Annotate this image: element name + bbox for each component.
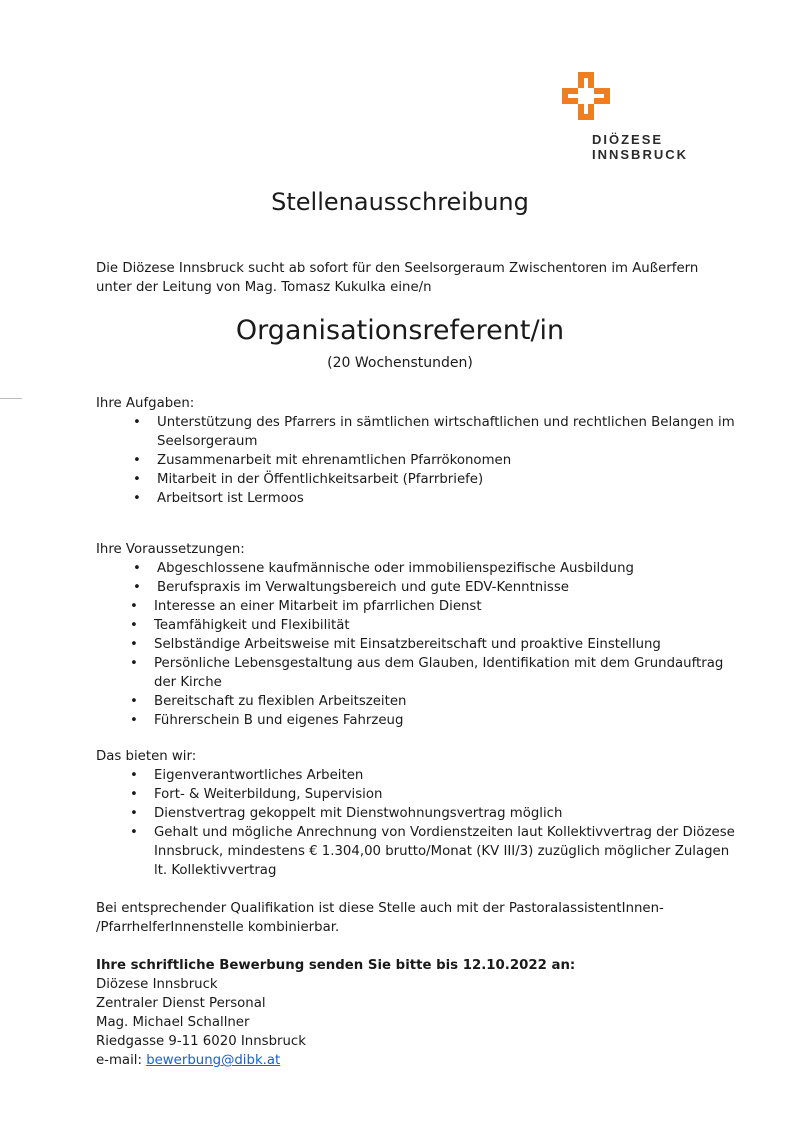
list-item: • Abgeschlossene kaufmännische oder immobilienspezifische Ausbildung: [96, 559, 736, 578]
list-item: • Selbständige Arbeitsweise mit Einsatzbereitschaft und proaktive Einstellung: [96, 635, 736, 654]
list-item: • Mitarbeit in der Öffentlichkeitsarbeit (Pfarrbriefe): [96, 470, 736, 489]
qualifikation-paragraph: [96, 899, 736, 937]
list-item: • Führerschein B und eigenes Fahrzeug: [96, 711, 736, 730]
logo-line-1: DIÖZESE: [592, 132, 664, 147]
diocese-logo: [560, 72, 690, 162]
voraussetzungen-list-cont: [96, 597, 736, 730]
voraussetzungen-heading: Ihre Voraussetzungen:: [96, 542, 245, 557]
voraussetzungen-list: [96, 559, 736, 597]
list-item: • Teamfähigkeit und Flexibilität: [96, 616, 736, 635]
aufgaben-list: [96, 413, 736, 508]
bewerbung-address: Riedgasse 9-11 6020 Innsbruck: [96, 1034, 306, 1049]
angebot-list: [96, 766, 736, 880]
list-item: • Interesse an einer Mitarbeit im pfarrlichen Dienst: [96, 597, 736, 616]
list-item: • Eigenverantwortliches Arbeiten: [96, 766, 736, 785]
bewerbung-block: [96, 956, 736, 1070]
angebot-section: [96, 747, 736, 880]
voraussetzungen-section: [96, 540, 736, 730]
aufgaben-section: [96, 394, 736, 508]
bewerbung-email-line: [96, 1051, 736, 1070]
bewerbung-person: Mag. Michael Schallner: [96, 1015, 250, 1030]
margin-mark: [0, 398, 22, 399]
email-link[interactable]: bewerbung@dibk.at: [146, 1053, 281, 1068]
aufgaben-heading: Ihre Aufgaben:: [96, 396, 195, 411]
intro-line-1: Die Diözese Innsbruck sucht ab sofort für den Seelsorgeraum Zwischentoren im Außerfern: [96, 261, 699, 276]
list-item: • Gehalt und mögliche Anrechnung von Vordienstzeiten laut Kollektivvertrag der Diözese Innsbruck, mindestens € 1.304,00 brutto/Monat (KV III/3) zuzüglich möglicher Zulagen lt. Kollektivvertrag: [96, 823, 736, 880]
intro-line-2: unter der Leitung von Mag. Tomasz Kukulka eine/n: [96, 280, 432, 295]
list-item: • Arbeitsort ist Lermoos: [96, 489, 736, 508]
list-item: • Persönliche Lebensgestaltung aus dem Glauben, Identifikation mit dem Grundauftrag der Kirche: [96, 654, 736, 692]
logo-line-2: INNSBRUCK: [592, 147, 688, 162]
list-item: • Unterstützung des Pfarrers in sämtlichen wirtschaftlichen und rechtlichen Belangen im Seelsorgeraum: [96, 413, 736, 451]
angebot-heading: Das bieten wir:: [96, 749, 197, 764]
list-item: • Berufspraxis im Verwaltungsbereich und gute EDV-Kenntnisse: [96, 578, 736, 597]
list-item: • Fort- & Weiterbildung, Supervision: [96, 785, 736, 804]
list-item: • Bereitschaft zu flexiblen Arbeitszeiten: [96, 692, 736, 711]
list-item: • Zusammenarbeit mit ehrenamtlichen Pfarrökonomen: [96, 451, 736, 470]
position-title: Organisationsreferent/in: [235, 315, 565, 346]
email-label: e-mail:: [96, 1053, 147, 1068]
cross-logo-icon: [562, 72, 610, 120]
qualifikation-line-1: Bei entsprechender Qualifikation ist diese Stelle auch mit der PastoralassistentInnen-: [96, 901, 664, 916]
position-hours: (20 Wochenstunden): [327, 355, 473, 371]
bewerbung-org: Diözese Innsbruck: [96, 977, 218, 992]
intro-paragraph: [96, 259, 736, 297]
list-item: • Dienstvertrag gekoppelt mit Dienstwohnungsvertrag möglich: [96, 804, 736, 823]
page-title: Stellenausschreibung: [271, 188, 529, 216]
bewerbung-heading: Ihre schriftliche Bewerbung senden Sie bitte bis 12.10.2022 an:: [96, 958, 576, 973]
qualifikation-line-2: /PfarrhelferInnenstelle kombinierbar.: [96, 920, 340, 935]
bewerbung-dept: Zentraler Dienst Personal: [96, 996, 266, 1011]
